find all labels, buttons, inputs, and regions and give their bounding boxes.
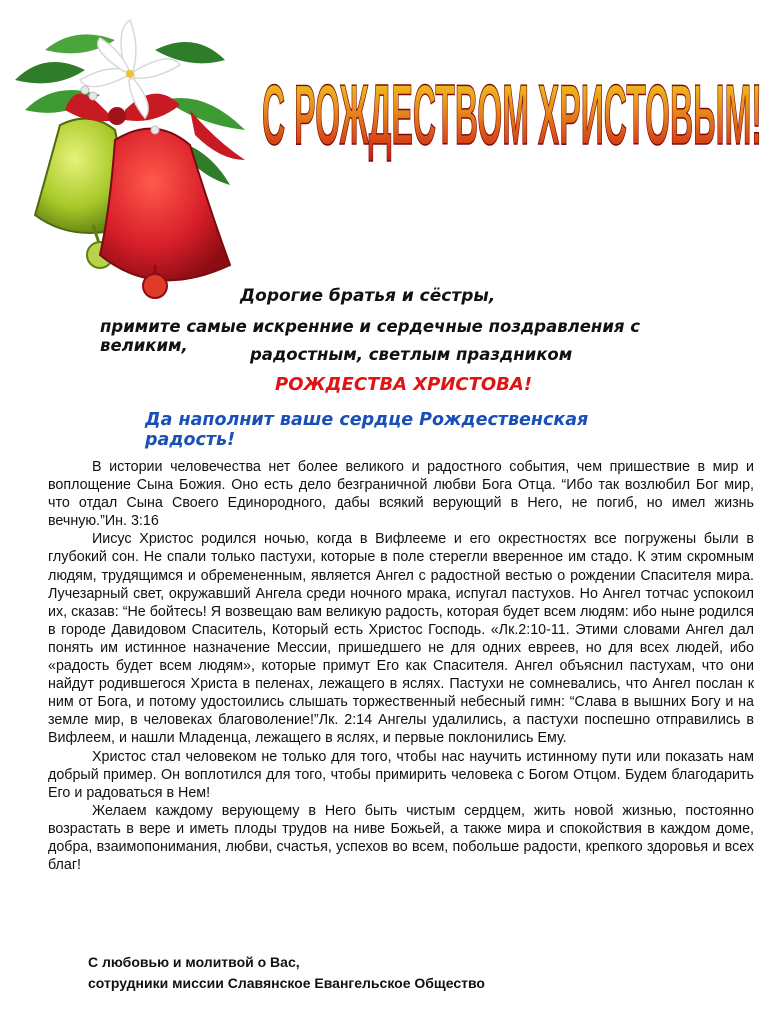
paragraph: Христос стал человеком не только для того, чтобы нас научить истинному пути или показать нам добрый пример. Он воплотился для того, чтобы примирить человека с Богом Отцом. Будем благодарить Его и радоваться в Нем! bbox=[48, 748, 754, 801]
paragraph: Желаем каждому верующему в Него быть чистым сердцем, жить новой жизнью, постоянно возрастать в вере и иметь плоды трудов на ниве Божьей, а также мира и спокойствия в каждом доме, добра, взаимопонимания, любви, счастья, успехов во всем, побольше радости, крепкого здоровья и всех благ! bbox=[48, 802, 754, 874]
greeting-line-1: Дорогие братья и сёстры, bbox=[240, 286, 496, 306]
paragraph: Иисус Христос родился ночью, когда в Вифлееме и его окрестностях все погружены были в глубокий сон. Не спали только пастухи, которые в поле стерегли вверенное им стадо. К этим скромным людям, трудящимся и обремененным, является Ангел с радостной вестью о рождении Спасителя мира. Лучезарный свет, окружавший Ангела среди ночного мрака, испугал пастухов. Но Ангел тотчас успокоил их, сказав: “Не бойтесь! Я возвещаю вам великую радость, которая будет всем людям: ибо ныне родился в городе Давидовом Спаситель, Который есть Христос Господь. «Лк.2:10-11. Этими словами Ангел дал понять им истинное назначение Мессии, пришедшего не для одних евреев, но для всех людей, ибо «радость будет всем людям», которые примут Его как Спасителя. Ангел объяснил пастухам, что они найдут родившегося Христа в пеленах, лежащего в яслях. Пастухи не сомневались, что Ангел послан к ним от Бога, и потому удостоились слышать торжественный небесный гимн: “Слава в вышних Богу и на земле мир, в человеках благоволение!”Лк. 2:14 Ангелы удалились, а пастухи поспешно отправились в Вифлеем, и нашли Младенца, лежащего в яслях, и первые поклонились Ему. bbox=[48, 531, 754, 747]
letter-body bbox=[48, 458, 754, 874]
christmas-bells-illustration bbox=[5, 10, 255, 300]
greeting-line-3: радостным, светлым праздником bbox=[250, 345, 573, 364]
page-title bbox=[255, 10, 770, 235]
signature bbox=[88, 952, 688, 994]
red-bell bbox=[100, 129, 230, 298]
signature-line-2: сотрудники миссии Славянское Евангельское Общество bbox=[88, 975, 485, 991]
greeting-wish: Да наполнит ваше сердце Рождественская радость! bbox=[145, 410, 589, 450]
paragraph: В истории человечества нет более великого и радостного события, чем пришествие в мир и воплощение Сына Божия. Оно есть дело безграничной любви Бога Отца. “Ибо так возлюбил Бог мир, что отдал Сына Своего Единородного, дабы всякий верующий в Него, не погиб, но имел жизнь вечную.”Ин. 3:16 bbox=[48, 459, 754, 530]
signature-line-1: С любовью и молитвой о Вас, bbox=[88, 954, 300, 970]
holiday-name: РОЖДЕСТВА ХРИСТОВА! bbox=[275, 374, 533, 395]
greeting-line-2: примите самые искренние и сердечные поздравления с великим, bbox=[100, 317, 640, 355]
title-text: С РОЖДЕСТВОМ ХРИСТОВЫМ! bbox=[262, 68, 762, 163]
